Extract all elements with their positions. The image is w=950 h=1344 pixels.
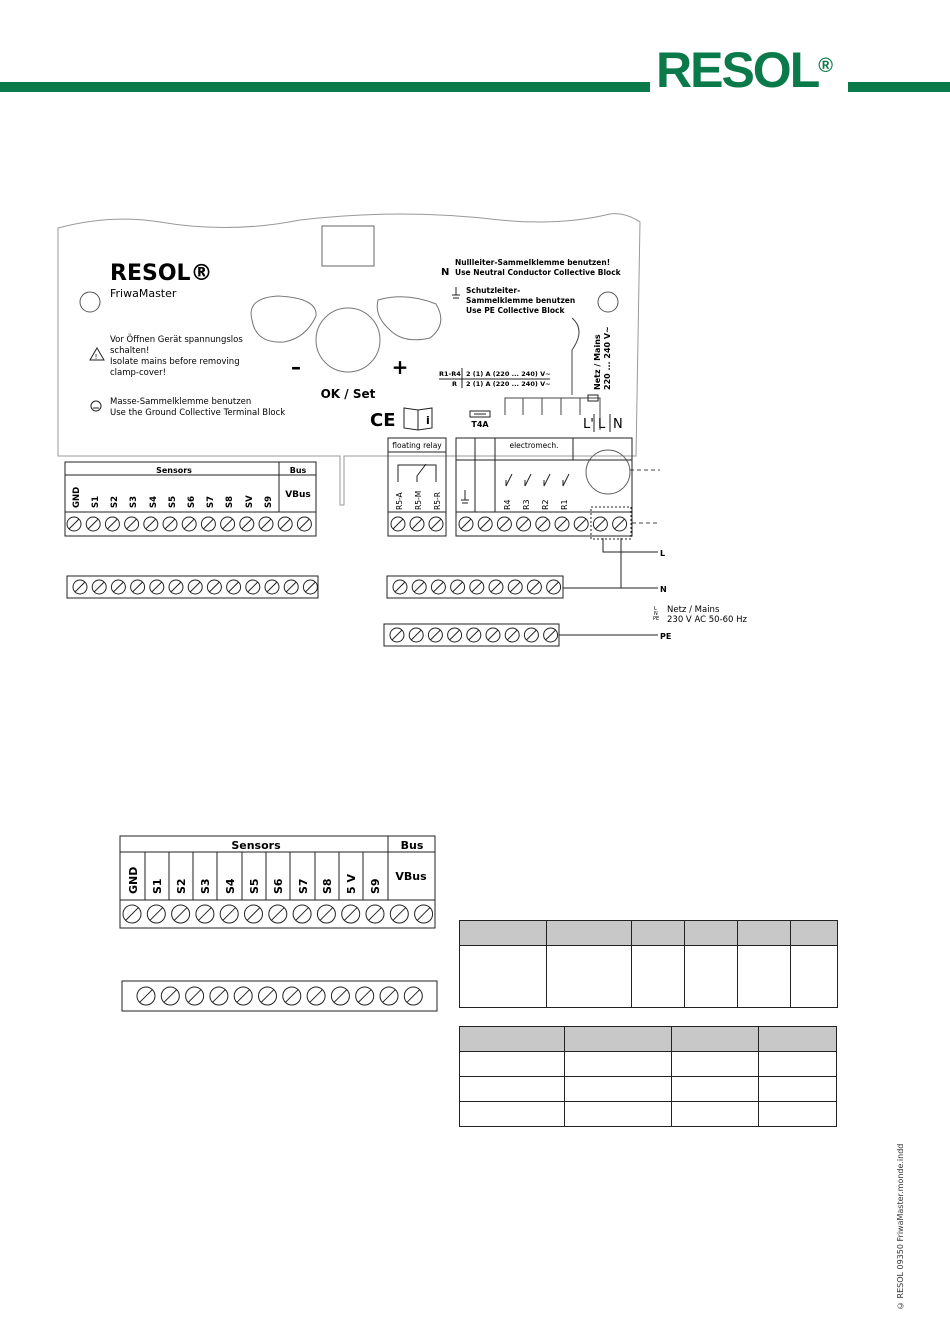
neutral-collective-block: [387, 576, 621, 598]
sensor-label: S5: [168, 495, 178, 508]
brand-logo: RESOL®: [656, 42, 831, 98]
svg-text:R1-R4: R1-R4: [439, 370, 461, 378]
terminal-screw-slot: [431, 630, 441, 640]
terminal-screw-slot: [75, 582, 85, 592]
svg-text:2 (1) A (220 ... 240) V~: 2 (1) A (220 ... 240) V~: [466, 380, 551, 388]
sensor-label: S1: [91, 495, 101, 508]
terminal-screw-slot: [392, 630, 402, 640]
mains-note: Netz / Mains 230 V AC 50-60 Hz: [667, 605, 747, 625]
terminal-screw-slot: [538, 519, 548, 529]
terminal-screw-slot: [223, 519, 233, 529]
terminal-screw-slot: [411, 630, 421, 640]
svg-text:i: i: [426, 414, 430, 427]
display-window: [322, 226, 374, 266]
terminal-screw-slot: [174, 908, 187, 921]
terminal-screw-slot: [261, 990, 274, 1003]
terminal-screw-slot: [393, 908, 406, 921]
svg-text:PE: PE: [653, 616, 660, 622]
sensor-label: S2: [110, 495, 120, 508]
header-bar-left: [0, 82, 650, 92]
terminal-screw-slot: [272, 908, 285, 921]
neutral-text: Nullleiter-Sammelklemme benutzen! Use Neutral Conductor Collective Block: [455, 258, 621, 277]
terminal-screw-slot: [414, 582, 424, 592]
terminal-screw-slot: [615, 519, 625, 529]
svg-text:R4: R4: [503, 499, 512, 510]
svg-text:Sensors: Sensors: [231, 839, 281, 852]
terminal-screw-slot: [320, 908, 333, 921]
terminal-screw-slot: [286, 582, 296, 592]
header-bar-right: [848, 82, 950, 92]
svg-text:Sensors: Sensors: [156, 466, 192, 475]
terminal-screw-slot: [530, 582, 540, 592]
sensor-label: SV: [245, 495, 255, 508]
button-plus-shape: [377, 297, 441, 340]
terminal-screw-slot: [94, 582, 104, 592]
terminal-screw-slot: [461, 519, 471, 529]
terminal-screw-slot: [190, 582, 200, 592]
sensor-label: S8: [225, 495, 235, 508]
terminal-screw-slot: [549, 582, 559, 592]
svg-text:L: L: [598, 417, 606, 432]
sensor-label: S1: [151, 878, 164, 894]
terminal-screw-slot: [127, 519, 137, 529]
ground-icon: [91, 401, 101, 411]
screw-hole-left: [80, 292, 100, 312]
wire-L-label: L: [660, 549, 666, 558]
sensor-label: S7: [206, 495, 216, 508]
terminal-screw-slot: [204, 519, 214, 529]
terminal-screw-slot: [152, 582, 162, 592]
terminal-screw-slot: [199, 908, 212, 921]
sensor-label: S6: [272, 878, 285, 894]
bus-label: VBus: [285, 490, 311, 500]
terminal-screw-slot: [242, 519, 252, 529]
sensor-label: S2: [175, 878, 188, 894]
device-diagram: [0, 200, 950, 660]
terminal-screw-slot: [248, 582, 258, 592]
terminal-screw-slot: [296, 908, 309, 921]
terminal-screw-slot: [431, 519, 441, 529]
terminal-screw-slot: [126, 908, 139, 921]
terminal-screw-slot: [171, 582, 181, 592]
sensor-label: S9: [264, 495, 274, 508]
terminal-screw-slot: [507, 630, 517, 640]
svg-text:L: L: [654, 606, 657, 612]
sensor-label: S6: [187, 495, 197, 508]
terminal-screw-slot: [519, 519, 529, 529]
terminal-screw-slot: [114, 582, 124, 592]
terminal-screw-slot: [237, 990, 250, 1003]
terminal-screw-slot: [310, 990, 323, 1003]
svg-text:floating relay: floating relay: [392, 441, 442, 450]
terminal-screw-slot: [491, 582, 501, 592]
screw-hole-right: [598, 292, 618, 312]
terminal-screw-slot: [344, 908, 357, 921]
pe-collective-block: [384, 624, 671, 646]
terminal-screw-slot: [488, 630, 498, 640]
sensor-label: GND: [72, 486, 82, 508]
svg-text:L': L': [583, 417, 594, 432]
terminal-screw-slot: [267, 582, 277, 592]
pe-text: Schutzleiter-Sammelklemme benutzen Use PE Collective Block: [466, 286, 576, 315]
terminal-screw-slot: [453, 582, 463, 592]
svg-text:R5-A: R5-A: [395, 492, 404, 510]
sensor-label: GND: [127, 866, 140, 894]
terminal-screw-slot: [369, 908, 382, 921]
svg-text:R2: R2: [541, 499, 550, 510]
sensor-label: S3: [129, 495, 139, 508]
wire-PE-label: PE: [660, 632, 672, 641]
terminal-screw-slot: [108, 519, 118, 529]
svg-text:!: !: [94, 353, 98, 361]
terminal-screw-slot: [395, 582, 405, 592]
warning-text: Vor Öffnen Gerät spannungslos schalten! Isolate mains before removing clamp-cover!: [110, 335, 243, 378]
device-model: FriwaMaster: [110, 287, 177, 300]
ground-collective-block: [67, 576, 318, 598]
sensor-label: S5: [248, 878, 261, 894]
neutral-label: N: [441, 267, 450, 278]
svg-text:N: N: [654, 611, 658, 617]
button-minus-shape: [251, 296, 316, 342]
terminal-screw-slot: [407, 990, 420, 1003]
button-minus-label: –: [291, 355, 301, 379]
electromech-block: [456, 438, 632, 539]
terminal-screw-slot: [450, 630, 460, 640]
floating-relay-block: [388, 438, 446, 536]
sensor-label: S7: [297, 878, 310, 894]
svg-text:R5-R: R5-R: [433, 492, 442, 510]
terminal-screw-slot: [334, 990, 347, 1003]
table-1: [459, 920, 838, 1008]
sensors-block: [65, 462, 316, 536]
sensor-detail-diagram: [110, 830, 450, 1020]
terminal-screw-slot: [188, 990, 201, 1003]
wire-N-label: N: [660, 585, 667, 594]
terminal-screw-slot: [472, 582, 482, 592]
svg-text:Bus: Bus: [289, 466, 307, 475]
terminal-screw-slot: [223, 908, 236, 921]
terminal-screw-slot: [88, 519, 98, 529]
terminal-screw-slot: [261, 519, 271, 529]
terminal-screw-slot: [557, 519, 567, 529]
device-logo: RESOL®: [110, 261, 213, 286]
bus-label: VBus: [395, 870, 427, 883]
svg-text:N: N: [613, 417, 623, 432]
terminal-screw-slot: [527, 630, 537, 640]
sensor-label: S9: [369, 878, 382, 894]
mains-vertical: Netz / Mains220 ... 240 V~: [593, 326, 612, 390]
terminal-screw-slot: [383, 990, 396, 1003]
terminal-screw-slot: [247, 908, 260, 921]
button-ok-label: OK / Set: [320, 387, 376, 401]
terminal-screw-slot: [434, 582, 444, 592]
sensor-label: S4: [149, 495, 159, 508]
sensor-terminal-screws: [67, 517, 311, 531]
terminal-screw-slot: [412, 519, 422, 529]
svg-text:R: R: [452, 380, 458, 388]
terminal-screw-slot: [140, 990, 153, 1003]
terminal-screw-slot: [469, 630, 479, 640]
terminal-screw-slot: [184, 519, 194, 529]
terminal-screw-slot: [164, 990, 177, 1003]
svg-text:R3: R3: [522, 499, 531, 510]
button-plus-label: +: [391, 355, 409, 379]
svg-text:2 (1) A (220 ... 240) V~: 2 (1) A (220 ... 240) V~: [466, 370, 551, 378]
terminal-screw-slot: [210, 582, 220, 592]
terminal-screw-slot: [500, 519, 510, 529]
terminal-screw-slot: [417, 908, 430, 921]
table-2: [459, 1026, 837, 1127]
terminal-screw-slot: [133, 582, 143, 592]
sensor-label: 5 V: [345, 874, 358, 894]
sensor-label: S4: [224, 878, 237, 894]
terminal-screw-slot: [300, 519, 310, 529]
ground-text: Masse-Sammelklemme benutzen Use the Ground Collective Terminal Block: [110, 397, 286, 418]
ce-mark: CE: [370, 410, 396, 431]
terminal-screw-slot: [165, 519, 175, 529]
terminal-screw-slot: [280, 519, 290, 529]
svg-text:Bus: Bus: [400, 839, 424, 852]
terminal-screw-slot: [150, 908, 163, 921]
terminal-screw-slot: [596, 519, 606, 529]
terminal-screw-slot: [393, 519, 403, 529]
button-ok-shape: [316, 308, 380, 372]
cable-gland: [586, 450, 630, 494]
terminal-screw-slot: [480, 519, 490, 529]
terminal-screw-slot: [576, 519, 586, 529]
sensor-label: S3: [199, 878, 212, 894]
svg-text:R5-M: R5-M: [414, 490, 423, 510]
svg-text:electromech.: electromech.: [509, 441, 559, 450]
terminal-screw-slot: [69, 519, 79, 529]
terminal-screw-slot: [510, 582, 520, 592]
terminal-screw-slot: [306, 582, 316, 592]
terminal-screw-slot: [213, 990, 226, 1003]
terminal-screw-slot: [358, 990, 371, 1003]
terminal-screw-slot: [146, 519, 156, 529]
svg-text:R1: R1: [560, 499, 569, 510]
sensor-label: S8: [321, 878, 334, 894]
fuse-label: T4A: [471, 420, 489, 429]
copyright: © RESOL 09350 FriwaMaster.monde.indd: [896, 1143, 905, 1310]
terminal-screw-slot: [546, 630, 556, 640]
terminal-screw-slot: [229, 582, 239, 592]
terminal-screw-slot: [286, 990, 299, 1003]
